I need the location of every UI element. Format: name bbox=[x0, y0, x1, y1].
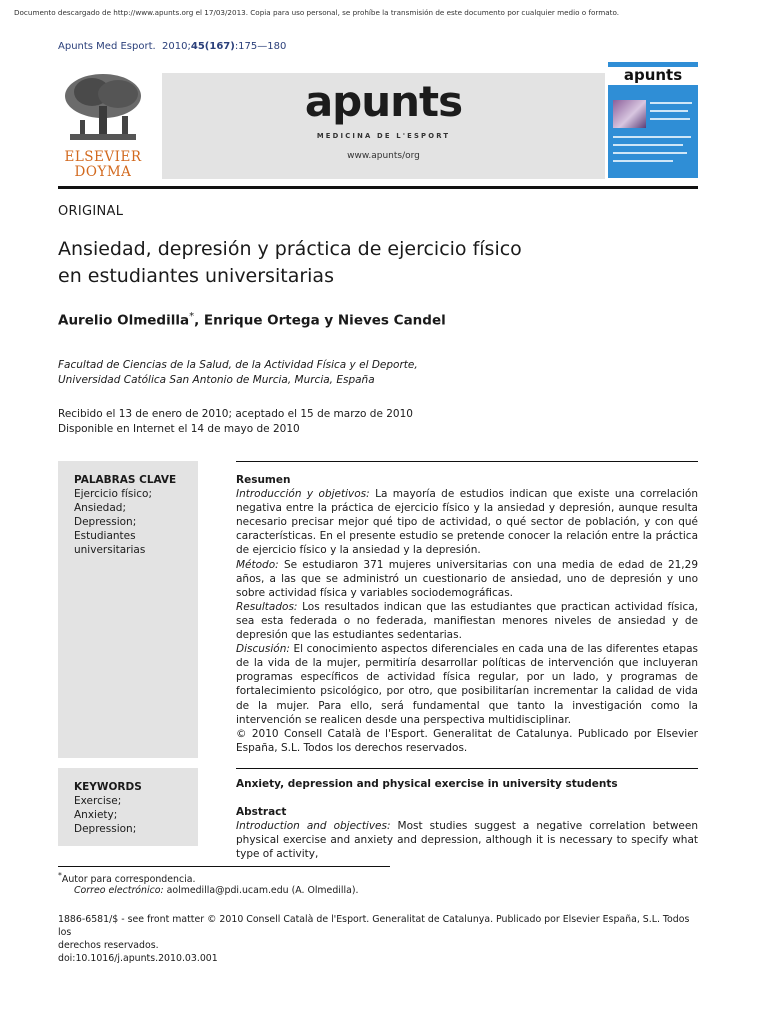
journal-masthead bbox=[162, 73, 605, 179]
resumen-metodo bbox=[236, 558, 698, 600]
corresponding-mark[interactable]: * bbox=[189, 311, 195, 322]
cover-text-line bbox=[650, 102, 692, 104]
publisher-name-line1: ELSEVIER bbox=[64, 149, 142, 165]
title-line-2: en estudiantes universitarias bbox=[58, 265, 334, 287]
title-line-1: Ansiedad, depresión y práctica de ejercicio físico bbox=[58, 238, 522, 260]
issn-line-2: derechos reservados. bbox=[58, 940, 159, 951]
article-footer bbox=[58, 913, 698, 965]
metodo-label: Método: bbox=[236, 558, 279, 571]
email-label: Correo electrónico: bbox=[74, 885, 164, 896]
resumen-copyright: © 2010 Consell Català de l'Esport. Generalitat de Catalunya. Publicado por Elsevier España, S.L. Todos los derechos reservados. bbox=[236, 727, 698, 754]
article-title bbox=[58, 236, 658, 290]
abstract-intro-text: Most studies suggest a negative correlation between physical exercise and anxiety and depression, although it is necessary to specify what type of activity, bbox=[236, 820, 698, 861]
affiliation-line-1: Facultad de Ciencias de la Salud, de la Actividad Física y el Deporte, bbox=[58, 359, 418, 371]
footnote-corresponding-text: Autor para correspondencia. bbox=[61, 874, 196, 886]
citation-volume: 45(167) bbox=[190, 41, 235, 52]
resumen-intro bbox=[236, 487, 698, 557]
journal-header bbox=[58, 62, 698, 180]
footnote-email bbox=[58, 884, 698, 897]
issn-line: 1886-6581/$ - see front matter © 2010 Consell Català de l'Esport. Generalitat de Catalunya. Publicado por Elsevier España, S.L. Todos los bbox=[58, 914, 690, 938]
intro-label: Introducción y objetivos: bbox=[236, 488, 370, 501]
citation-year: 2010; bbox=[162, 41, 191, 52]
keywords-es-box bbox=[58, 461, 198, 758]
publisher-name-line2: DOYMA bbox=[74, 164, 132, 180]
cover-text-line bbox=[613, 160, 673, 162]
abstract-en bbox=[236, 777, 698, 861]
abstract-title: Anxiety, depression and physical exercise in university students bbox=[236, 778, 618, 790]
abstract-heading: Abstract bbox=[236, 806, 287, 819]
article-dates bbox=[58, 407, 413, 437]
keyword-item: Estudiantes bbox=[74, 530, 136, 542]
author-first: Aurelio Olmedilla bbox=[58, 312, 190, 329]
online-date: Disponible en Internet el 14 de mayo de 2010 bbox=[58, 423, 300, 435]
author-rest: , Enrique Ortega y Nieves Candel bbox=[194, 312, 446, 329]
keywords-en-box bbox=[58, 768, 198, 846]
resumen-heading: Resumen bbox=[236, 474, 291, 486]
cover-text-line bbox=[613, 136, 691, 138]
footnote-rule bbox=[58, 866, 390, 867]
download-note: Documento descargado de http://www.apunts.org el 17/03/2013. Copia para uso personal, se prohíbe la transmisión de este documento por cualquier medio o formato. bbox=[14, 8, 619, 17]
affiliation bbox=[58, 358, 418, 388]
section-label: ORIGINAL bbox=[58, 204, 124, 219]
email-link[interactable]: aolmedilla@pdi.ucam.edu (A. Olmedilla). bbox=[166, 885, 359, 896]
keyword-item: Exercise; bbox=[74, 795, 122, 807]
received-date: Recibido el 13 de enero de 2010; aceptado el 15 de marzo de 2010 bbox=[58, 408, 413, 420]
discusion-label: Discusión: bbox=[236, 643, 290, 656]
elsevier-logo[interactable] bbox=[58, 72, 148, 180]
abstract-intro bbox=[236, 819, 698, 861]
resultados-text: Los resultados indican que las estudiantes que practican actividad física, sea esta federada o no federada, manifiestan menores niveles de ansiedad y de depresión que las estudiantes sedentarias. bbox=[236, 600, 698, 642]
header-rule bbox=[58, 186, 698, 189]
discusion-text: El conocimiento aspectos diferenciales en cada una de las diferentes etapas de la vida de la mujer, permitiría desarrollar políticas de intervención que incluyeran programas específicos de actividad física regular, por un lado, y programas de fortalecimiento psicológico, por otro, que posibilitarían incrementar la calidad de vida de la mujer. Para ello, será fundamental que tanto la investigación como la intervención se realicen desde una perspectiva multidisciplinar. bbox=[236, 643, 698, 726]
journal-cover-thumbnail[interactable] bbox=[608, 62, 698, 178]
journal-brand: apunts bbox=[304, 77, 463, 126]
journal-subtitle: MEDICINA DE L'ESPORT bbox=[316, 132, 451, 140]
intro-text: La mayoría de estudios indican que existe una correlación negativa entre la práctica de ejercicio físico y la ansiedad y depresión, aunque resulta necesario precisar mejor qué tipo de actividad, o qué sector de población, y con qué características. En el presente estudio se pretende conocer la relación entre la práctica de ejercicio físico y la ansiedad y la depresión. bbox=[236, 488, 698, 557]
cover-text-line bbox=[650, 110, 688, 112]
resumen bbox=[236, 473, 698, 755]
affiliation-line-2: Universidad Católica San Antonio de Murcia, Murcia, España bbox=[58, 374, 375, 386]
resultados-label: Resultados: bbox=[236, 600, 298, 613]
authors bbox=[58, 311, 446, 329]
resumen-resultados bbox=[236, 600, 698, 642]
keyword-item: Anxiety; bbox=[74, 809, 118, 821]
cover-title: apunts bbox=[608, 67, 698, 85]
citation-journal: Apunts Med Esport. bbox=[58, 41, 156, 52]
abstract-rule bbox=[236, 768, 698, 769]
journal-url[interactable]: www.apunts/org bbox=[347, 151, 420, 161]
journal-citation[interactable] bbox=[58, 41, 286, 52]
tree-icon bbox=[62, 72, 144, 144]
cover-text-line bbox=[613, 144, 683, 146]
metodo-text: Se estudiaron 371 mujeres universitarias con una media de edad de 21,29 años, a las que se administró un cuestionario de ansiedad, uno de depresión y uno sobre actividad física y variables sociodemográficas. bbox=[236, 558, 699, 599]
keywords-es-heading: PALABRAS CLAVE bbox=[74, 474, 177, 486]
keyword-item: universitarias bbox=[74, 544, 146, 556]
keywords-en-heading: KEYWORDS bbox=[74, 781, 142, 793]
keyword-item: Depression; bbox=[74, 823, 137, 835]
doi[interactable]: doi:10.1016/j.apunts.2010.03.001 bbox=[58, 953, 218, 964]
resumen-discusion bbox=[236, 642, 698, 727]
keyword-item: Depression; bbox=[74, 516, 137, 528]
footnote-mark: * bbox=[58, 871, 62, 880]
keyword-item: Ansiedad; bbox=[74, 502, 126, 514]
citation-pages: :175—180 bbox=[234, 41, 287, 52]
keyword-item: Ejercicio físico; bbox=[74, 488, 152, 500]
cover-text-line bbox=[650, 118, 690, 120]
cover-photo bbox=[613, 100, 646, 128]
abstract-rule bbox=[236, 461, 698, 462]
abstract-intro-label: Introduction and objectives: bbox=[236, 820, 391, 833]
cover-text-line bbox=[613, 152, 687, 154]
